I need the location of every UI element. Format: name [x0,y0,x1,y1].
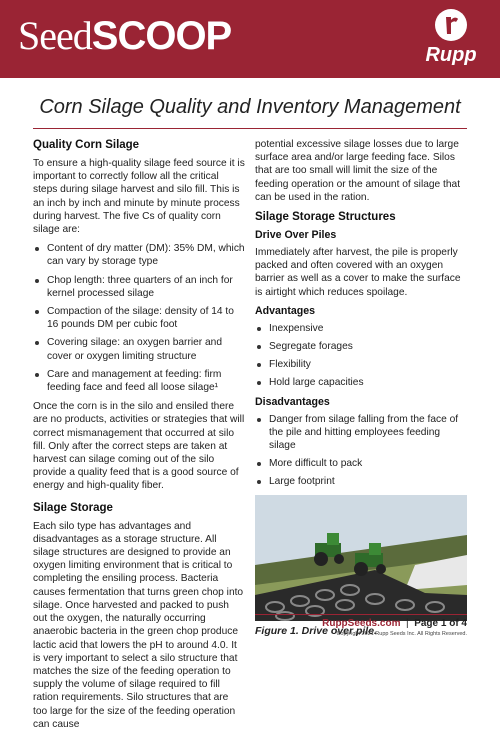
list-item: Danger from silage falling from the face of the pile and hitting employees feeding silage [255,413,467,453]
list-item: Chop length: three quarters of an inch for kernel processed silage [33,274,245,300]
list-item: Covering silage: an oxygen barrier and cover or oxygen limiting structure [33,336,245,362]
copyright-text: Copyright 2021 Rupp Seeds Inc. All Rights Reserved. [336,631,467,637]
footer-separator: | [403,618,412,629]
advantages-list [255,322,467,390]
paragraph-intro: To ensure a high-quality silage feed source it is important to correctly follow all the critical steps during silage harvest and silo fill. This is an inch by inch and minute by minute process during harvest. The five Cs of quality corn silage are: [33,158,245,236]
paragraph-continued: potential excessive silage losses due to large surface area and/or large feeding face. Silos that are too small will limit the size of the feeding operation or the amount of silage that can be used in the ration. [255,139,461,203]
brand-part-scoop: SCOOP [91,14,232,58]
list-item: Segregate forages [255,340,467,353]
figure-caption: Figure 1. Drive over pile. [255,624,377,637]
brand-title [18,14,231,58]
heading-disadvantages: Disadvantages [255,395,330,408]
list-item: Flexibility [255,358,467,371]
heading-drive-over-piles: Drive Over Piles [255,229,337,242]
brand-part-seed: Seed [18,13,92,58]
disadvantages-list [255,413,467,489]
right-column [255,138,467,638]
drive-over-pile-illustration [255,495,467,621]
paragraph-ensiled: Once the corn is in the silo and ensiled there are no products, activities or strategies that will correct mismanagement that occurred at silo fill. Only after the correct steps are taken at harvest can silage coming out of the silo provide a quality feed that is a good source of energy and high-quality fiber. [33,401,245,492]
page-number: Page 1 of 4 [414,618,467,629]
header-banner [0,0,500,78]
heading-quality-corn-silage: Quality Corn Silage [33,139,140,151]
website-link[interactable]: RuppSeeds.com [322,618,401,629]
rupp-logo-mark-icon [434,8,468,42]
heading-silage-storage: Silage Storage [33,501,113,514]
list-item: Hold large capacities [255,376,467,389]
list-item: Large footprint [255,475,467,488]
page-title: Corn Silage Quality and Inventory Management [39,96,461,118]
heading-storage-structures: Silage Storage Structures [255,211,396,224]
heading-advantages: Advantages [255,304,316,317]
list-item: More difficult to pack [255,457,467,470]
five-cs-list [33,242,245,394]
list-item: Inexpensive [255,322,467,335]
title-divider [33,128,467,129]
rupp-logo-text: Rupp [425,44,477,66]
paragraph-drive-over-piles: Immediately after harvest, the pile is properly packed and often covered with an oxygen barrier as well as a cover to make the surface is airtight which reduces spoilage. [255,247,461,298]
drive-over-pile-photo [255,495,467,621]
paragraph-silage-storage: Each silo type has advantages and disadvantages as a storage structure. All silage structures are designed to provide an oxygen limiting environment that is critical to completing the ensiling process. Bacteria causes fermentation that turns green chop into silage. Once harvested and packed to push out the oxygen, the naturally occurring anaerobic bacteria in the green chop produce lactic acid that lowers the pH to around 4.0. It is very important to select a silo structure that matches the size of the feeding operation to supply the volume of silage required to fill ration requirements. Silo structures that are too large for the size of the feeding operation can cause [33,520,244,730]
footer [255,618,467,629]
list-item: Compaction of the silage: density of 14 to 16 pounds DM per cubic foot [33,305,245,331]
rupp-logo [420,8,482,70]
left-column [33,138,245,737]
list-item: Care and management at feeding: firm feeding face and feed all loose silage¹ [33,368,245,394]
list-item: Content of dry matter (DM): 35% DM, which can vary by storage type [33,242,245,268]
footer-divider [255,614,467,615]
